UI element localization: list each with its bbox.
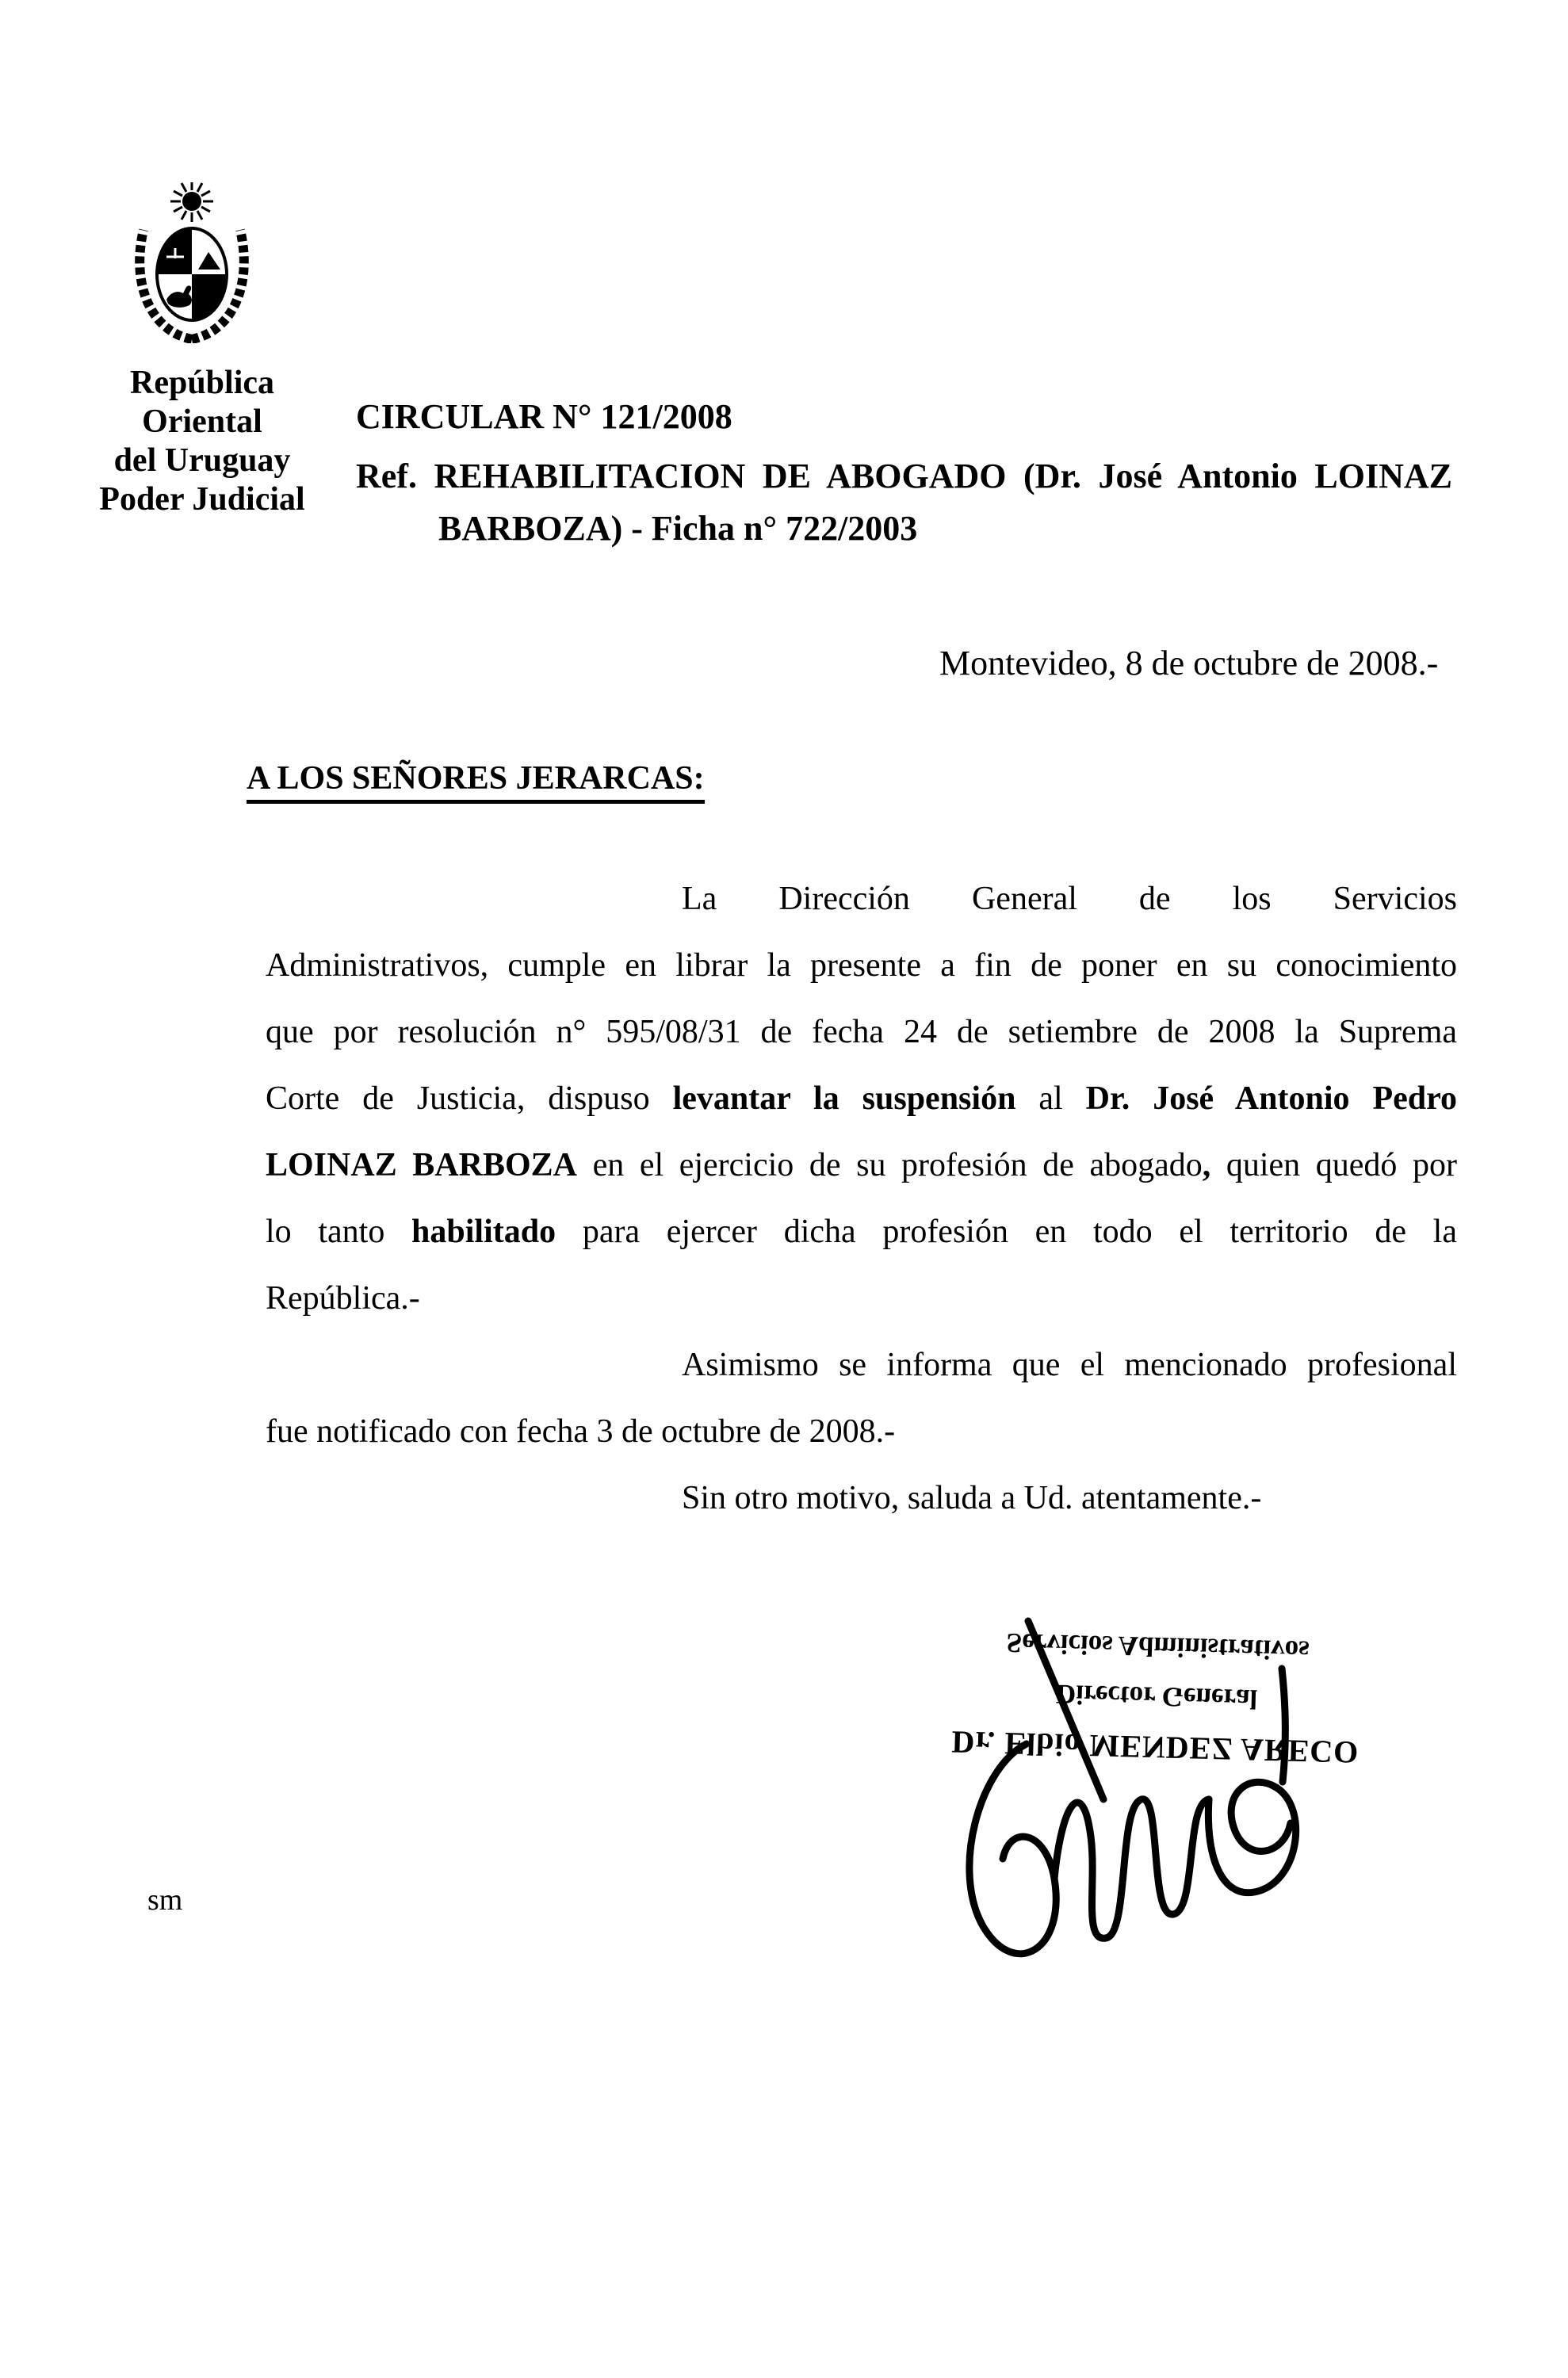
- org-line-poder-judicial: Poder Judicial: [99, 481, 305, 518]
- reference-line-1: Ref. REHABILITACION DE ABOGADO (Dr. José Antonio LOINAZ: [356, 457, 1452, 495]
- body-line-6-regular-tail: para ejercer dicha profesión en todo el territorio de la: [556, 1214, 1457, 1250]
- uruguay-coat-of-arms-icon: [131, 181, 254, 343]
- body-line-5-regular: en el ejercicio de su profesión de abogado: [577, 1147, 1203, 1183]
- body-line-3: que por resolución n° 595/08/31 de fecha 24 de setiembre de 2008 la Suprema: [266, 1014, 1457, 1050]
- typist-initials: sm: [147, 1883, 183, 1917]
- org-line-oriental: Oriental: [142, 403, 262, 440]
- body-line-5-bold-comma: ,: [1202, 1147, 1211, 1183]
- body-line-5-regular-tail: quien quedó por: [1210, 1147, 1457, 1183]
- body-line-4-regular: Corte de Justicia, dispuso: [266, 1080, 673, 1117]
- reference-line-2: BARBOZA) - Ficha n° 722/2003: [438, 509, 918, 548]
- org-line-del-uruguay: del Uruguay: [113, 442, 291, 479]
- body-line-6-regular: lo tanto: [266, 1214, 412, 1250]
- body-line-10: Sin otro motivo, saluda a Ud. atentamente.-: [682, 1480, 1262, 1516]
- stamp-title-line: Director General: [1055, 1678, 1258, 1715]
- stamp-department-line: Servicios Administrativos: [1006, 1627, 1310, 1667]
- body-line-7: República.-: [266, 1280, 420, 1317]
- body-line-2: Administrativos, cumple en librar la presente a fin de poner en su conocimiento: [266, 947, 1457, 984]
- body-line-5-bold-surname: LOINAZ BARBOZA: [266, 1147, 577, 1183]
- signature-scrawl: [935, 1609, 1348, 1958]
- stamp-name-line: Dr. Elbio MENDEZ ARECO: [950, 1724, 1360, 1771]
- body-line-4-bold-name: Dr. José Antonio Pedro: [1085, 1080, 1457, 1117]
- circular-number-title: CIRCULAR N° 121/2008: [356, 397, 732, 436]
- body-line-4-bold-suspension: levantar la suspensión: [672, 1080, 1016, 1117]
- body-line-6: [266, 1199, 1457, 1265]
- body-paragraphs: [266, 866, 1457, 1531]
- body-line-4-regular-al: al: [1015, 1080, 1086, 1117]
- body-line-6-bold-habilitado: habilitado: [411, 1214, 556, 1250]
- dateline: Montevideo, 8 de octubre de 2008.-: [939, 644, 1439, 682]
- body-line-1: La Dirección General de los Servicios: [682, 881, 1457, 917]
- body-line-4: [266, 1065, 1457, 1132]
- org-line-republica: República: [129, 365, 275, 401]
- body-line-9: fue notificado con fecha 3 de octubre de 2008.-: [266, 1413, 896, 1450]
- body-line-5: [266, 1132, 1457, 1199]
- org-name-block: [83, 364, 321, 519]
- body-line-8: Asimismo se informa que el mencionado profesional: [682, 1347, 1457, 1383]
- salutation: A LOS SEÑORES JERARCAS:: [247, 759, 705, 804]
